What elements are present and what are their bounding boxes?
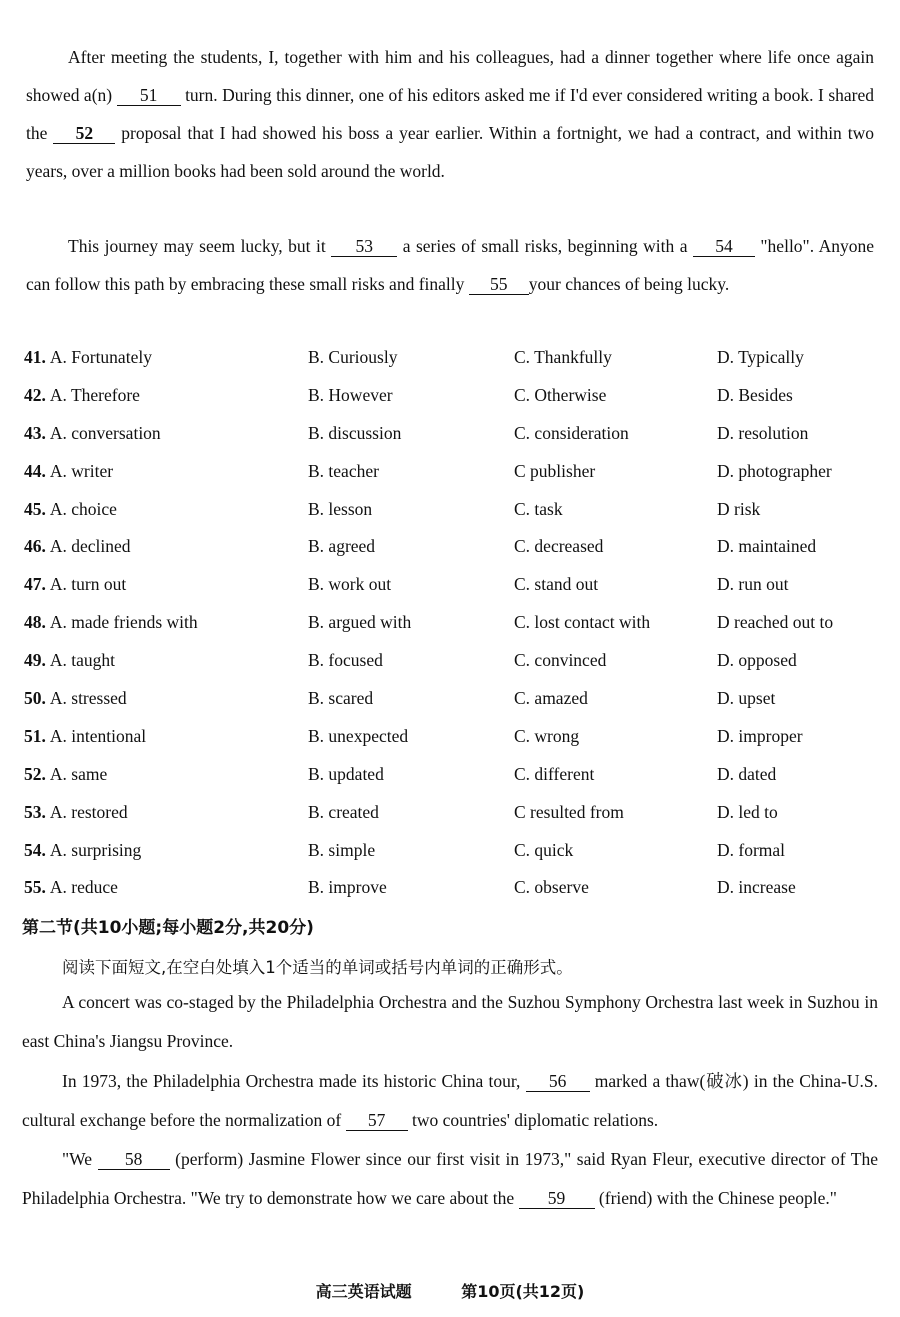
passage-paragraph-1: [26, 38, 874, 190]
option-a: [24, 536, 131, 557]
option-c: C resulted from: [514, 801, 624, 822]
option-d: D. maintained: [717, 536, 817, 557]
option-a-text: A. writer: [49, 460, 114, 481]
option-b: B. focused: [308, 650, 383, 671]
option-b: B. unexpected: [308, 725, 409, 746]
option-a: [24, 423, 161, 444]
option-c: C publisher: [514, 460, 596, 481]
question-number: 48.: [24, 612, 46, 633]
footer-page-number: 第10页(共12页): [461, 1282, 585, 1301]
option-c: C. decreased: [514, 536, 604, 557]
option-b: B. work out: [308, 574, 392, 595]
section-title: 第二节(共10小题;每小题2分,共20分): [22, 918, 314, 938]
option-a: [24, 612, 198, 633]
option-a: [24, 461, 113, 482]
option-a-text: A. made friends with: [49, 612, 198, 633]
option-a: [24, 802, 128, 823]
footer-subject: 高三英语试题: [315, 1282, 412, 1301]
option-b: B. updated: [308, 763, 384, 784]
question-number: 54.: [24, 839, 46, 860]
option-d: D. improper: [717, 725, 803, 746]
question-number: 41.: [24, 347, 46, 367]
option-row: [24, 644, 884, 682]
question-number: 52.: [24, 763, 46, 784]
option-row: [24, 720, 884, 758]
option-c: C. consideration: [514, 422, 629, 443]
option-c: C. Otherwise: [514, 384, 607, 405]
passage-text: turn. During this dinner, one of his editors asked me if I'd ever considered writing a book. I shared the: [26, 85, 875, 143]
option-a-text: A. Fortunately: [49, 347, 152, 367]
option-a-text: A. same: [49, 763, 108, 784]
question-number: 55.: [24, 877, 46, 898]
blank-56: 56: [526, 1071, 590, 1092]
option-row: [24, 530, 884, 568]
passage-text: "hello". Anyone can follow this path by embracing these small risks and finally: [26, 236, 874, 294]
option-b: B. agreed: [308, 536, 376, 557]
option-a-text: A. taught: [49, 650, 116, 671]
section-instruction: 阅读下面短文,在空白处填入1个适当的单词或括号内单词的正确形式。: [62, 958, 573, 977]
option-d: D. led to: [717, 801, 778, 822]
question-number: 51.: [24, 725, 46, 746]
blank-57: 57: [346, 1110, 408, 1131]
passage-text: two countries' diplomatic relations.: [407, 1109, 659, 1130]
option-row: [24, 568, 884, 606]
options-list: [24, 341, 884, 909]
page-footer: [0, 1279, 900, 1302]
passage-paragraph-2: [26, 227, 874, 303]
option-a-text: A. declined: [49, 536, 131, 557]
option-a-text: A. restored: [49, 801, 128, 822]
option-a: [24, 650, 115, 671]
option-row: [24, 796, 884, 834]
question-number: 45.: [24, 498, 46, 519]
option-row: [24, 417, 884, 455]
option-row: [24, 871, 884, 909]
option-c: C. task: [514, 498, 563, 519]
option-b: B. created: [308, 801, 379, 822]
option-a: [24, 877, 118, 898]
question-number: 44.: [24, 460, 46, 481]
option-a-text: A. choice: [49, 498, 117, 519]
option-c: C. lost contact with: [514, 612, 651, 633]
question-number: 42.: [24, 384, 46, 405]
option-b: B. teacher: [308, 460, 379, 481]
question-number: 50.: [24, 688, 46, 709]
option-b: B. However: [308, 384, 393, 405]
blank-58: 58: [98, 1149, 170, 1170]
option-row: [24, 493, 884, 531]
passage-text: "We: [62, 1149, 98, 1169]
option-b: B. improve: [308, 877, 387, 898]
passage-text: proposal that I had showed his boss a year earlier. Within a fortnight, we had a contract, and within two years, over a million books had been sold around the world.: [26, 123, 874, 181]
option-b: B. discussion: [308, 422, 402, 443]
option-d: D. formal: [717, 839, 786, 860]
option-a-text: A. reduce: [49, 877, 118, 898]
option-d: D. Typically: [717, 347, 804, 367]
option-row: [24, 379, 884, 417]
option-a: [24, 347, 152, 368]
option-c: C. wrong: [514, 725, 580, 746]
passage-text: After meeting the students, I, together with him and his colleagues, had a dinner together where life once again showed a(n): [26, 47, 874, 105]
question-number: 46.: [24, 536, 46, 557]
option-d: D. run out: [717, 574, 789, 595]
blank-53: 53: [331, 236, 397, 257]
option-row: [24, 341, 884, 379]
option-b: B. Curiously: [308, 347, 398, 367]
option-d: D. increase: [717, 877, 796, 898]
option-a-text: A. surprising: [49, 839, 142, 860]
passage-text: your chances of being lucky.: [528, 274, 730, 294]
question-number: 47.: [24, 574, 46, 595]
option-b: B. lesson: [308, 498, 373, 519]
blank-55: 55: [469, 274, 529, 295]
question-number: 49.: [24, 650, 46, 671]
option-c: C. quick: [514, 839, 574, 860]
option-b: B. scared: [308, 688, 374, 709]
option-a: [24, 764, 107, 785]
option-c: C. amazed: [514, 688, 588, 709]
option-row: [24, 758, 884, 796]
option-row: [24, 682, 884, 720]
option-a: [24, 840, 141, 861]
passage-text: a series of small risks, beginning with a: [397, 236, 693, 256]
option-d: D. Besides: [717, 384, 793, 405]
option-row: [24, 455, 884, 493]
passage-text: (friend) with the Chinese people.": [594, 1187, 837, 1208]
option-c: C. convinced: [514, 650, 607, 671]
option-row: [24, 606, 884, 644]
option-c: C. different: [514, 763, 595, 784]
option-d: D risk: [717, 498, 761, 519]
option-a: [24, 499, 117, 520]
passage-text: marked a thaw(破冰) in the China-U.S. cultural exchange before the normalization of: [22, 1071, 879, 1130]
question-number: 53.: [24, 801, 46, 822]
option-a-text: A. conversation: [49, 422, 161, 443]
option-a-text: A. stressed: [49, 688, 127, 709]
blank-52: 52: [53, 123, 115, 144]
option-d: D reached out to: [717, 612, 834, 633]
passage-text: This journey may seem lucky, but it: [68, 236, 332, 256]
option-a: [24, 574, 126, 595]
option-b: B. simple: [308, 839, 376, 860]
option-a: [24, 688, 127, 709]
option-a: [24, 726, 146, 747]
option-d: D. opposed: [717, 650, 797, 671]
passage-text: (perform) Jasmine Flower since our first visit in 1973," said Ryan Fleur, executive director of The Philadelphia Orchestra. "We try to demonstrate how we care about the: [22, 1149, 878, 1208]
blank-59: 59: [519, 1188, 595, 1209]
option-a-text: A. turn out: [49, 574, 127, 595]
option-c: C. stand out: [514, 574, 599, 595]
option-a: [24, 385, 140, 406]
section2-paragraph-3: [22, 1140, 878, 1217]
option-d: D. upset: [717, 688, 776, 709]
blank-51: 51: [117, 85, 181, 106]
option-b: B. argued with: [308, 612, 412, 633]
option-d: D. resolution: [717, 422, 809, 443]
option-c: C. observe: [514, 877, 589, 898]
option-d: D. photographer: [717, 460, 832, 481]
option-row: [24, 834, 884, 872]
option-d: D. dated: [717, 763, 777, 784]
question-number: 43.: [24, 422, 46, 443]
option-a-text: A. Therefore: [49, 384, 140, 405]
option-c: C. Thankfully: [514, 347, 612, 367]
option-a-text: A. intentional: [49, 725, 147, 746]
blank-54: 54: [693, 236, 755, 257]
section2-paragraph-1: A concert was co-staged by the Philadelphia Orchestra and the Suzhou Symphony Orchestra last week in Suzhou in east China's Jiangsu Province.: [22, 992, 878, 1051]
section2-paragraph-2: [22, 1062, 878, 1139]
passage-text: In 1973, the Philadelphia Orchestra made its historic China tour,: [62, 1071, 526, 1091]
